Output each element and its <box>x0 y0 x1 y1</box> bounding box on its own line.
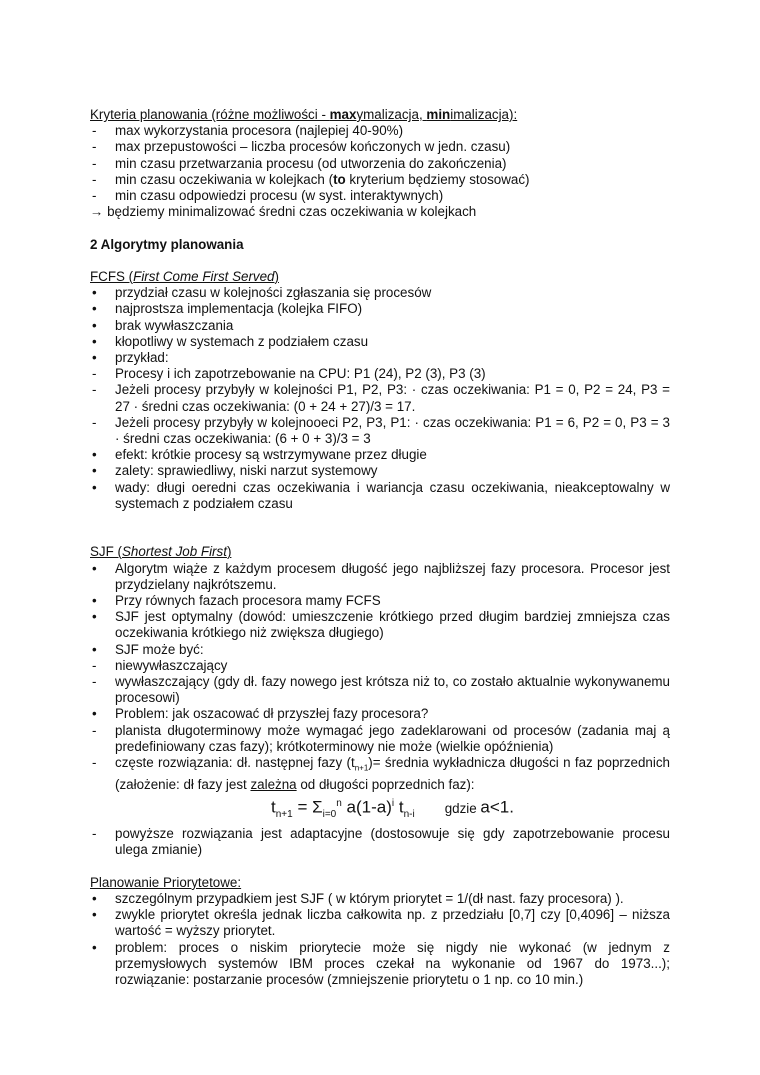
bullet-marker: • <box>92 706 97 722</box>
bullet-marker: • <box>92 317 97 333</box>
list-item: - min czasu przetwarzania procesu (od utworzenia do zakończenia) <box>92 155 507 171</box>
list-item <box>90 706 670 722</box>
bullet-marker: - <box>92 382 97 398</box>
item-text: zalety: sprawiedliwy, niski narzut systemowy <box>115 463 378 479</box>
item-text: kryterium będziemy stosować) <box>345 171 530 187</box>
bullet-marker: - <box>92 414 97 430</box>
fcfs-list <box>90 285 670 512</box>
list-item <box>90 334 670 350</box>
sjf-heading <box>90 544 670 560</box>
item-text: brak wywłaszczania <box>115 317 234 333</box>
item-text: problem: proces o niskim priorytecie może się nigdy nie wykonać (w jednym z przemysłowych systemów IBM proces czekał na wykonanie od 1967 do 1973...); rozwiązanie: postarzanie procesów (zmniejszenie priorytetu o 1 np. co 10 min.) <box>115 939 670 987</box>
list-item: - min czasu oczekiwania w kolejkach (to kryterium będziemy stosować) <box>92 171 530 187</box>
item-text: wywłaszczający (gdy dł. fazy nowego jest krótsza niż to, co zostało aktualnie wykonywanemu procesowi) <box>115 674 670 706</box>
list-item <box>90 447 670 463</box>
item-text: )= średnia wykładnicza długości n faz poprzednich (założenie: dł fazy jest <box>115 755 671 792</box>
underlined-word: zależna <box>250 776 297 792</box>
list-item <box>90 366 670 382</box>
item-text: Jeżeli procesy przybyły w kolejności P1, P2, P3: · czas oczekiwania: P1 = 0, P2 = 24, P3 = 27 · średni czas oczekiwania: (0 + 24 + 27)/3 = 17. <box>115 382 670 414</box>
conclusion: → będziemy minimalizować średni czas oczekiwania w kolejkach <box>90 204 477 220</box>
heading-text: ymalizacja, <box>356 107 427 122</box>
bullet-marker: • <box>92 890 97 906</box>
bullet-marker: - <box>92 722 97 738</box>
list-item: - max wykorzystania procesora (najlepiej 40-90%) <box>92 123 404 139</box>
heading-text: SJF ( <box>90 544 122 560</box>
priority-list <box>90 891 670 988</box>
criteria-heading <box>90 107 670 123</box>
item-text: kłopotliwy w systemach z podziałem czasu <box>115 333 369 349</box>
fcfs-heading <box>90 269 670 285</box>
bold-max: max <box>329 107 357 122</box>
list-item <box>90 480 670 512</box>
item-text: SJF może być: <box>115 641 204 657</box>
bullet-marker: • <box>92 560 97 576</box>
list-item <box>90 891 670 907</box>
item-text: najprostsza implementacja (kolejka FIFO) <box>115 301 363 317</box>
heading-text: FCFS ( <box>90 269 134 284</box>
item-text: efekt: krótkie procesy są wstrzymywane przez długie <box>115 447 427 463</box>
list-item <box>90 593 670 609</box>
heading-italic: Shortest Job First <box>122 544 227 560</box>
list-item <box>90 301 670 317</box>
bullet-marker: • <box>92 479 97 495</box>
list-item <box>90 285 670 301</box>
item-text: Procesy i ich zapotrzebowanie na CPU: P1 (24), P2 (3), P3 (3) <box>115 366 486 382</box>
heading-text: ) <box>226 544 232 560</box>
list-item <box>90 350 670 366</box>
bullet-marker: • <box>92 447 97 463</box>
heading-text: Kryteria planowania (różne możliwości - <box>90 107 330 122</box>
section-title: 2 Algorytmy planowania <box>90 236 244 252</box>
bullet-marker: • <box>92 641 97 657</box>
bullet-marker: - <box>92 657 97 673</box>
list-item: - powyższe rozwiązania jest adaptacyjne (dostosowuje się gdy zapotrzebowanie procesu ulega zmianie) <box>92 826 670 858</box>
item-text: Jeżeli procesy przybyły w kolejnooeci P2, P3, P1: · czas oczekiwania: P1 = 6, P2 = 0, P3 = 3 · średni czas oczekiwania: (6 + 0 + 3)/3 = 3 <box>115 414 670 447</box>
item-text: Algorytm wiąże z każdym procesem długość jego najbliższej fazy procesora. Procesor jest przydzielany najkrótszemu. <box>115 560 670 592</box>
heading-text: imalizacja): <box>450 107 518 122</box>
item-text: min czasu przetwarzania procesu (od utworzenia do zakończenia) <box>115 155 507 171</box>
list-item: - max przepustowości – liczba procesów kończonych w jedn. czasu) <box>92 139 511 155</box>
item-text: szczególnym przypadkiem jest SJF ( w którym priorytet = 1/(dł nast. fazy procesora) ). <box>115 890 624 906</box>
list-item <box>90 642 670 658</box>
subscript: n+1 <box>354 763 369 773</box>
sjf-list <box>90 561 670 755</box>
item-text: Przy równych fazach procesora mamy FCFS <box>115 593 381 609</box>
priority-heading: Planowanie Priorytetowe: <box>90 874 242 890</box>
list-item <box>90 723 670 755</box>
list-item <box>90 674 670 706</box>
bullet-marker: • <box>92 350 97 366</box>
item-text: powyższe rozwiązania jest adaptacyjne (dostosowuje się gdy zapotrzebowanie procesu ulega zmianie) <box>115 826 670 858</box>
formula: $t_{n+1} = \Sigma_{i=0}^n$ $a(1-a)^i$ $t_{n-i}$ gdzie a<1. <box>271 797 514 821</box>
bullet-marker: • <box>92 907 97 923</box>
item-text: zwykle priorytet określa jednak liczba całkowita np. z przedziału [0,7] czy [0,4096] – niższa wartość = wyższy priorytet. <box>115 907 670 939</box>
bullet-marker: • <box>92 285 97 301</box>
list-item <box>90 561 670 593</box>
bullet-marker: • <box>92 609 97 625</box>
bullet-marker: • <box>92 333 97 349</box>
item-text: min czasu oczekiwania w kolejkach ( <box>115 171 334 187</box>
item-text: min czasu odpowiedzi procesu (w syst. interaktywnych) <box>115 188 444 204</box>
bullet-marker: - <box>92 366 97 382</box>
item-text: max przepustowości – liczba procesów kończonych w jedn. czasu) <box>115 139 511 155</box>
document-content <box>90 107 670 988</box>
bullet-marker: • <box>92 463 97 479</box>
list-item: - min czasu odpowiedzi procesu (w syst. interaktywnych) <box>92 188 444 204</box>
list-item <box>90 609 670 641</box>
bullet-marker: • <box>92 593 97 609</box>
list-item <box>90 415 670 447</box>
item-text: wady: długi oeredni czas oczekiwania i wariancja czasu oczekiwania, nieakceptowalny w systemach z podziałem czasu <box>115 479 670 511</box>
list-item <box>90 382 670 414</box>
bullet-marker: • <box>92 301 97 317</box>
heading-italic: First Come First Served <box>133 269 275 284</box>
bold-to: to <box>333 171 346 187</box>
bullet-marker: • <box>92 939 97 955</box>
item-text: niewywłaszczający <box>115 657 228 673</box>
item-text: od długości poprzednich faz): <box>296 776 475 792</box>
item-text: częste rozwiązania: dł. następnej fazy (t <box>115 755 355 771</box>
bullet-marker: - <box>92 674 97 690</box>
item-text: max wykorzystania procesora (najlepiej 40-90%) <box>115 123 404 139</box>
list-item <box>90 940 670 989</box>
list-item <box>90 463 670 479</box>
list-item <box>90 658 670 674</box>
item-text: przykład: <box>115 350 169 366</box>
item-text: SJF jest optymalny (dowód: umieszczenie krótkiego przed długim bardziej zmniejsza czas oczekiwania krótkiego niż zwiększa długiego) <box>115 609 670 641</box>
heading-text: ) <box>274 269 279 284</box>
item-text: przydział czasu w kolejności zgłaszania się procesów <box>115 285 432 301</box>
list-item: - częste rozwiązania: dł. następnej fazy $(t_{n+1})=$ średnia wykładnicza długości n faz poprzednich (założenie: dł fazy jest zależna od długości poprzednich faz): <box>92 755 671 792</box>
bold-min: min <box>426 107 451 122</box>
item-text: Problem: jak oszacować dł przyszłej fazy procesora? <box>115 706 429 722</box>
list-item <box>90 318 670 334</box>
item-text: planista długoterminowy może wymagać jego zadeklarowani od procesów (zadania maj ą predefiniowany czas fazy); krótkoterminowy nie może (wielkie opóźnienia) <box>115 722 670 754</box>
list-item <box>90 907 670 939</box>
